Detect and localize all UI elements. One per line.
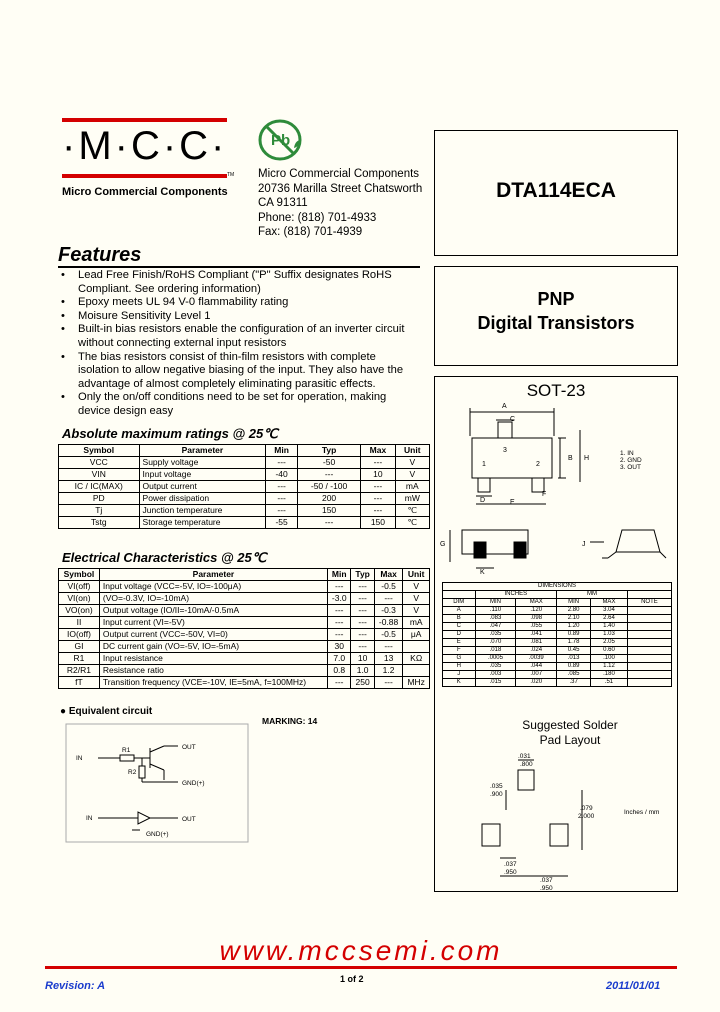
feature-item: • Moisure Sensitivity Level 1	[58, 310, 418, 324]
table-row	[59, 581, 430, 593]
table-cell: ---	[361, 493, 395, 505]
table-cell: ---	[361, 505, 395, 517]
description-box	[434, 266, 678, 366]
pin-list-item: 3. OUT	[620, 464, 641, 471]
table-cell: DC current gain (VO=-5V, IO=-5mA)	[99, 641, 327, 653]
dimensions-cell: .024	[516, 647, 557, 655]
dimensions-cell: .044	[516, 663, 557, 671]
dimensions-cell	[627, 663, 671, 671]
table-cell: KΩ	[403, 653, 430, 665]
dimensions-table	[442, 582, 672, 687]
pin-list-item: 2. GND	[620, 457, 642, 464]
solder-units-label: Inches / mm	[624, 809, 660, 816]
table-row	[59, 677, 430, 689]
table-cell: ---	[374, 677, 403, 689]
dim-e-label: E	[510, 499, 515, 506]
table-cell: VI(off)	[59, 581, 100, 593]
table-header: Min	[266, 445, 298, 457]
table-row	[59, 469, 430, 481]
table-cell: 200	[297, 493, 360, 505]
dimensions-cell: J	[443, 671, 476, 679]
table-header: Max	[374, 569, 403, 581]
table-cell: ---	[297, 517, 360, 529]
dimensions-cell: 0.89	[557, 631, 591, 639]
feature-item: • Lead Free Finish/RoHS Compliant ("P" Suffix designates RoHS Compliant. See ordering information)	[58, 269, 418, 296]
table-cell: V	[395, 457, 429, 469]
table-row	[59, 457, 430, 469]
dimensions-cell	[627, 623, 671, 631]
dimensions-cell: B	[443, 615, 476, 623]
table-header: Unit	[395, 445, 429, 457]
solder-dim: .031	[518, 753, 531, 760]
dimensions-cell: E	[443, 639, 476, 647]
dimensions-row	[443, 615, 672, 623]
circuit-out-label: OUT	[182, 744, 196, 751]
equiv-title-text: Equivalent circuit	[68, 706, 153, 717]
dimensions-cell: 2.80	[557, 607, 591, 615]
table-cell: ---	[351, 629, 374, 641]
logo-subtitle: Micro Commercial Components	[62, 186, 228, 198]
address-line: Micro Commercial Components	[258, 168, 420, 180]
table-row	[59, 617, 430, 629]
dim-a-label: A	[502, 403, 507, 410]
dimensions-cell: 3.04	[591, 607, 628, 615]
dimensions-row	[443, 679, 672, 687]
dimensions-cell: .100	[591, 655, 628, 663]
table-cell: -50	[297, 457, 360, 469]
table-cell: -50 / -100	[297, 481, 360, 493]
dimensions-cell: 0.45	[557, 647, 591, 655]
table-cell: -0.88	[374, 617, 403, 629]
solder-dim: .037	[504, 861, 517, 868]
dim-c-label: C	[510, 416, 516, 423]
trademark-mark: TM	[227, 172, 235, 178]
description-line: PNP	[537, 289, 575, 309]
equiv-circuit-title	[60, 706, 152, 717]
table-cell: Output voltage (IO/II=-10mA/-0.5mA	[99, 605, 327, 617]
table-cell: VIN	[59, 469, 140, 481]
feature-item: • Built-in bias resistors enable the configuration of an inverter circuit without connecting external input resistors	[58, 323, 418, 350]
table-cell: Power dissipation	[139, 493, 266, 505]
table-cell: ---	[328, 581, 351, 593]
table-header: Max	[361, 445, 395, 457]
dimensions-cell: .035	[475, 663, 516, 671]
solder-pad-drawing	[470, 750, 670, 890]
table-cell: Junction temperature	[139, 505, 266, 517]
package-title: SOT-23	[526, 381, 586, 400]
dimensions-cell: .035	[475, 631, 516, 639]
abs-ratings-table	[58, 444, 430, 529]
table-cell: MHz	[403, 677, 430, 689]
dim-d-label: D	[480, 497, 486, 504]
dimensions-cell	[627, 671, 671, 679]
dimensions-cell: .015	[475, 679, 516, 687]
dimensions-cell: .120	[516, 607, 557, 615]
dimensions-title: DIMENSIONS	[443, 583, 672, 591]
table-cell: 150	[361, 517, 395, 529]
table-cell: PD	[59, 493, 140, 505]
solder-dim: 2.000	[578, 813, 595, 820]
dimensions-cell: .007	[516, 671, 557, 679]
circuit-gnd-label: GND(+)	[146, 831, 169, 838]
table-cell: II	[59, 617, 100, 629]
dim-h-label: H	[584, 455, 590, 462]
address-line: Fax: (818) 701-4939	[258, 226, 363, 238]
table-cell: R2/R1	[59, 665, 100, 677]
dim-j-label: J	[582, 541, 586, 548]
table-cell: 0.8	[328, 665, 351, 677]
dimensions-cell: .055	[516, 623, 557, 631]
dimensions-cell	[627, 631, 671, 639]
solder-pad-title	[500, 718, 640, 748]
table-cell: mA	[403, 617, 430, 629]
sot23-side-view-drawing	[440, 522, 670, 578]
dimensions-cell: A	[443, 607, 476, 615]
table-cell: 10	[351, 653, 374, 665]
address-line: Phone: (818) 701-4933	[258, 211, 377, 224]
table-row	[59, 505, 430, 517]
table-cell: ---	[351, 617, 374, 629]
table-cell: ---	[266, 505, 298, 517]
table-cell: ---	[266, 481, 298, 493]
table-cell: ---	[266, 457, 298, 469]
table-cell: GI	[59, 641, 100, 653]
dimensions-cell: 2.10	[557, 615, 591, 623]
dimensions-cell: .020	[516, 679, 557, 687]
dimensions-cell: .37	[557, 679, 591, 687]
footer-rule	[45, 966, 677, 969]
dimensions-header: MIN	[475, 599, 516, 607]
table-cell: ---	[374, 641, 403, 653]
dimensions-cell: 0.89	[557, 663, 591, 671]
table-row	[59, 641, 430, 653]
dimensions-row	[443, 663, 672, 671]
dimensions-cell: .0005	[475, 655, 516, 663]
table-row	[59, 605, 430, 617]
table-cell: Input resistance	[99, 653, 327, 665]
table-cell: 1.2	[374, 665, 403, 677]
table-cell	[403, 665, 430, 677]
device-description	[435, 287, 677, 335]
dimensions-cell: 1.03	[591, 631, 628, 639]
company-address	[258, 167, 422, 240]
table-cell: ---	[361, 457, 395, 469]
pin-2-label: 2	[536, 461, 540, 468]
table-cell: Transition frequency (VCE=-10V, IE=5mA, f=100MHz)	[99, 677, 327, 689]
dimensions-cell: H	[443, 663, 476, 671]
dimensions-row	[443, 623, 672, 631]
dimensions-cell: 1.12	[591, 663, 628, 671]
table-header: Typ	[351, 569, 374, 581]
table-cell: -0.5	[374, 629, 403, 641]
table-cell: V	[403, 593, 430, 605]
dimensions-cell: .003	[475, 671, 516, 679]
dimensions-row	[443, 655, 672, 663]
features-title: Features	[58, 244, 142, 266]
table-row	[59, 665, 430, 677]
revision-label: Revision: A	[45, 980, 106, 992]
solder-dim: .037	[540, 877, 553, 884]
description-line: Digital Transistors	[477, 313, 635, 333]
elec-char-title: Electrical Characteristics @ 25℃	[62, 550, 267, 565]
dimensions-header: MIN	[557, 599, 591, 607]
table-cell: ---	[351, 605, 374, 617]
circuit-in-label: IN	[86, 815, 93, 822]
table-cell: 10	[361, 469, 395, 481]
table-cell: Output current (VCC=-50V, VI=0)	[99, 629, 327, 641]
circuit-in-label: IN	[76, 755, 83, 762]
dim-f-label: F	[542, 491, 547, 498]
table-cell: ---	[266, 493, 298, 505]
dimensions-cell: 2.05	[591, 639, 628, 647]
dimensions-cell: .51	[591, 679, 628, 687]
dimensions-row	[443, 639, 672, 647]
dimensions-cell: .018	[475, 647, 516, 655]
dimensions-cell: .110	[475, 607, 516, 615]
dimensions-header: DIM	[443, 599, 476, 607]
table-cell: 7.0	[328, 653, 351, 665]
table-cell: IC / IC(MAX)	[59, 481, 140, 493]
table-cell: Storage temperature	[139, 517, 266, 529]
table-cell: mA	[395, 481, 429, 493]
table-header: Symbol	[59, 445, 140, 457]
table-cell: Supply voltage	[139, 457, 266, 469]
circuit-gnd-label: GND(+)	[182, 780, 205, 787]
table-cell: Tj	[59, 505, 140, 517]
dimensions-cell: C	[443, 623, 476, 631]
table-cell: ℃	[395, 517, 429, 529]
dimensions-row	[443, 671, 672, 679]
dimensions-cell: 1.20	[557, 623, 591, 631]
dimensions-cell	[627, 639, 671, 647]
elec-char-table	[58, 568, 430, 689]
table-cell: V	[403, 605, 430, 617]
table-cell: fT	[59, 677, 100, 689]
table-cell: μA	[403, 629, 430, 641]
solder-title-line: Pad Layout	[539, 733, 601, 747]
table-cell: ---	[351, 641, 374, 653]
dimensions-cell: 2.64	[591, 615, 628, 623]
part-number-box	[434, 130, 678, 256]
pb-text: Pb	[271, 132, 291, 149]
dimensions-cell	[627, 679, 671, 687]
logo-top-line	[62, 118, 227, 122]
dimensions-header: MAX	[591, 599, 628, 607]
table-row	[59, 517, 430, 529]
solder-dim: .950	[504, 869, 517, 876]
table-cell: 150	[297, 505, 360, 517]
address-line: CA 91311	[258, 197, 308, 209]
table-cell: VI(on)	[59, 593, 100, 605]
dimensions-cell: .081	[516, 639, 557, 647]
table-cell: ---	[328, 617, 351, 629]
dimensions-cell: 1.40	[591, 623, 628, 631]
table-cell: -55	[266, 517, 298, 529]
feature-item: • The bias resistors consist of thin-film resistors with complete isolation to allow negative biasing of the input. They also have the advantage of almost completely eliminating parasitic effects.	[58, 351, 418, 392]
dimensions-cell: .013	[557, 655, 591, 663]
abs-ratings-title: Absolute maximum ratings @ 25℃	[62, 426, 278, 441]
dim-k-label: K	[480, 569, 485, 576]
solder-dim: .800	[520, 761, 533, 768]
table-row	[59, 629, 430, 641]
dimensions-group-mm: MM	[557, 591, 628, 599]
equivalent-circuit-diagram	[62, 722, 252, 844]
dimensions-cell	[627, 647, 671, 655]
feature-item: • Epoxy meets UL 94 V-0 flammability rating	[58, 296, 418, 310]
table-header: Min	[328, 569, 351, 581]
solder-dim: .900	[490, 791, 503, 798]
sot23-top-view-drawing	[440, 400, 670, 510]
table-cell: 1.0	[351, 665, 374, 677]
solder-dim: .950	[540, 885, 553, 890]
table-header: Symbol	[59, 569, 100, 581]
address-line: 20736 Marilla Street Chatsworth	[258, 182, 423, 195]
table-cell: 250	[351, 677, 374, 689]
dimensions-header: NOTE	[627, 599, 671, 607]
pb-free-icon	[258, 118, 304, 162]
table-row	[59, 653, 430, 665]
table-cell: -0.3	[374, 605, 403, 617]
dimensions-cell: .098	[516, 615, 557, 623]
table-cell: R1	[59, 653, 100, 665]
table-header: Unit	[403, 569, 430, 581]
circuit-out-label: OUT	[182, 816, 196, 823]
table-header: Parameter	[139, 445, 266, 457]
page-number: 1 of 2	[340, 974, 364, 984]
dimensions-cell: .180	[591, 671, 628, 679]
table-cell: 13	[374, 653, 403, 665]
solder-dim: .079	[580, 805, 593, 812]
table-cell: ---	[328, 629, 351, 641]
circuit-r1-label: R1	[122, 747, 131, 754]
table-cell: (VO=-0.3V, IO=-10mA)	[99, 593, 327, 605]
table-cell: ℃	[395, 505, 429, 517]
table-cell: ---	[351, 593, 374, 605]
table-cell: Output current	[139, 481, 266, 493]
table-row	[59, 481, 430, 493]
table-cell: ---	[361, 481, 395, 493]
pin-1-label: 1	[482, 461, 486, 468]
table-cell: -0.5	[374, 581, 403, 593]
pin-3-label: 3	[503, 447, 507, 454]
table-cell: -3.0	[328, 593, 351, 605]
bullet-icon: ●	[60, 706, 69, 717]
table-cell: -40	[266, 469, 298, 481]
table-cell: V	[403, 581, 430, 593]
table-cell: VCC	[59, 457, 140, 469]
dimensions-row	[443, 631, 672, 639]
solder-dim: .035	[490, 783, 503, 790]
table-row	[59, 493, 430, 505]
website-url[interactable]: www.mccsemi.com	[219, 935, 503, 966]
dimensions-row	[443, 647, 672, 655]
table-cell: Input voltage (VCC=-5V, IO=-100μA)	[99, 581, 327, 593]
table-cell: Input voltage	[139, 469, 266, 481]
table-cell: Resistance ratio	[99, 665, 327, 677]
dimensions-cell: .085	[557, 671, 591, 679]
table-cell: ---	[374, 593, 403, 605]
dim-g-label: G	[440, 541, 446, 548]
table-cell: IO(off)	[59, 629, 100, 641]
feature-item: • Only the on/off conditions need to be set for operation, making device design easy	[58, 391, 418, 418]
table-header: Typ	[297, 445, 360, 457]
table-cell: 30	[328, 641, 351, 653]
table-row	[59, 593, 430, 605]
dimensions-cell: .041	[516, 631, 557, 639]
dim-b-label: B	[568, 455, 573, 462]
dimensions-cell	[627, 615, 671, 623]
table-cell: ---	[328, 677, 351, 689]
pin-list-item: 1. IN	[620, 450, 634, 457]
table-cell: Input current (VI=-5V)	[99, 617, 327, 629]
dimensions-cell: 1.78	[557, 639, 591, 647]
dimensions-cell	[627, 607, 671, 615]
dimensions-cell: 0.60	[591, 647, 628, 655]
part-number: DTA114ECA	[496, 179, 616, 202]
table-cell	[403, 641, 430, 653]
company-logo: ·M·C·C·	[62, 124, 228, 168]
dimensions-cell	[627, 655, 671, 663]
table-cell: ---	[328, 605, 351, 617]
dimensions-row	[443, 607, 672, 615]
dimensions-cell: .0039	[516, 655, 557, 663]
table-cell: Tstg	[59, 517, 140, 529]
logo-bottom-line	[62, 174, 227, 178]
dimensions-cell: D	[443, 631, 476, 639]
table-cell: V	[395, 469, 429, 481]
table-cell: VO(on)	[59, 605, 100, 617]
dimensions-group-inches: INCHES	[475, 591, 557, 599]
table-cell: ---	[297, 469, 360, 481]
marking-label: MARKING: 14	[262, 716, 318, 726]
table-cell: mW	[395, 493, 429, 505]
table-header: Parameter	[99, 569, 327, 581]
circuit-r2-label: R2	[128, 769, 137, 776]
dimensions-cell: .083	[475, 615, 516, 623]
dimensions-cell: .047	[475, 623, 516, 631]
dimensions-cell: .070	[475, 639, 516, 647]
dimensions-cell: G	[443, 655, 476, 663]
dimensions-header: MAX	[516, 599, 557, 607]
table-cell: ---	[351, 581, 374, 593]
dimensions-cell: K	[443, 679, 476, 687]
features-list	[58, 269, 418, 419]
date-label: 2011/01/01	[606, 980, 661, 992]
dimensions-cell: F	[443, 647, 476, 655]
solder-title-line: Suggested Solder	[522, 718, 618, 732]
